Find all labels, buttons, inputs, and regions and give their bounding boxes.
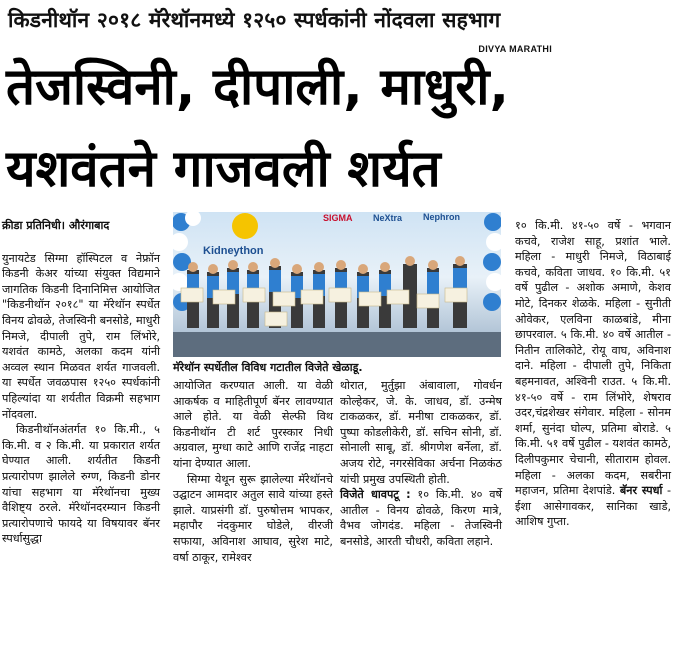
main-headline-line-1: तेजस्विनी, दीपाली, माधुरी,	[6, 58, 509, 117]
sponsor-nextra: NeXtra	[373, 213, 403, 223]
sponsor-nephron: Nephron	[423, 212, 460, 222]
banner-contest-label: बॅनर स्पर्धा	[619, 484, 663, 498]
paragraph-categories: किडनीथॉनअंतर्गत १० कि.मी., ५ कि.मी. व २ कि.मी. या प्रकारात शर्यत घेण्यात आली. शर्यतीत किडनी प्रत्यारोपण झालेले रुग्ण, किडनी डोनर यांचा सहभाग या मॅरेथॉनचा मुख्य वैशिष्ट्य ठरले. मॅरेथॉनदरम्यान किडनी प्रत्यारोपणाचे फायदे या विषयावर बॅनर स्पर्धासुद्धा	[2, 423, 160, 546]
paragraph-inauguration: सिग्मा येथून सुरू झालेल्या मॅरेथॉनचे उद्घाटन आमदार अतुल सावे यांच्या हस्ते झाले. याप्रसंगी डॉ. पुरुषोत्तम भापकर, महापौर नंदकुमार घोडेले, वीरजी सफाया, अविनाश आघाव, सुरेश माटे, वर्षा ठाकूर, रामेश्वर	[173, 472, 333, 564]
winners-photo	[173, 212, 501, 357]
winners-list-text: १० कि.मी. ४१-५० वर्षे - भगवान कचवे, राजेश साहू, प्रशांत भाले. महिला - माधुरी निमजे, विठाबाई कचवे, कविता जाधव. १० कि.मी. ५१ वर्षे पुढील - अशोक अमाणे, केशव मोटे, दिनकर शेळके. महिला - सुनीती ओवेकर, एलविना काळबांडे, मीना छापरवाल. ५ कि.मी. ४० वर्षे आतील - नितीन तालिकोटे, रोयू वाघ, अविनाश दाने. महिला - दीपाली तुपे, निकिता बहमनावत, अश्विनी राउत. ५ कि.मी. ४१-५० वर्षे - राम लिंभोरे, शेषराव उदर,चंद्रशेखर संगेवार. महिला - सोनम शर्मा, सुनंदा घोल्प, प्रतिमा बोराडे. ५ कि.मी. ५१ वर्षे पुढील - यशवंत कामठे, दिलीपकुमार चेचानी, सीताराम होवल. महिला - अलका कदम, सबरीना महाजन, प्रतिमा देशपांडे.	[515, 219, 671, 498]
paragraph-intro: युनायटेड सिग्मा हॉस्पिटल व नेफ्रॉन किडनी केअर यांच्या संयुक्त विद्यमाने जागतिक किडनी दिनानिमित्त आयोजित "किडनीथॉन २०१८" या मॅरेथॉन स्पर्धेत विनय ढोवळे, तेजस्विनी बनसोडे, माधुरी निमजे, दीपाली तुपे, राम लिंभोरे, यशवंत कामठे, अलका कदम यांनी अव्वल स्थान मिळवत शर्यत गाजवली. या स्पर्धेत जवळपास १२५० स्पर्धकांनी पहिल्यांदा या शर्यतीत विक्रमी सहभाग नोंदवला.	[2, 251, 160, 421]
paragraph-winners-list	[515, 218, 671, 530]
paragraph-winners	[340, 487, 502, 549]
paragraph-banner-contest: आयोजित करण्यात आली. या वेळी आकर्षक व माहितीपूर्ण बॅनर लावण्यात आले होते. या वेळी सेल्फी विथ किडनीथॉन टी शर्ट पुरस्कार निधी अग्रवाल, मुग्धा काटे आणि राजेंद्र नाहटा यांना देण्यात आला.	[173, 379, 333, 470]
winners-10km-under40: १० कि.मी. ४० वर्षे आतील - विनय ढोवळे, किरण मात्रे, वैभव जोगदंड. महिला - तेजस्विनी बनसोडे, आरती चौधरी, कविता लहाने.	[340, 488, 502, 548]
balloon-arch-right	[483, 213, 501, 311]
article-column-1	[2, 218, 160, 547]
mascot-kidney-icon	[232, 213, 258, 239]
dateline: क्रीडा प्रतिनिधी। औरंगाबाद	[2, 219, 110, 232]
winners-photo-illustration	[173, 212, 501, 357]
sponsor-sigma: SIGMA	[323, 213, 353, 223]
banner-contest-winners: - ईशा आसेगावकर, सानिका खाडे, आशिष गुप्ता.	[515, 484, 672, 529]
winners-group	[181, 256, 467, 328]
article-column-3	[340, 378, 502, 550]
newspaper-brand: DIVYA MARATHI	[478, 44, 552, 54]
paragraph-guests: थोरात, मुर्तुझा अंबावाला, गोवर्धन कोल्हेकर, जे. के. जाधव, डॉ. उन्मेष टाकळकर, डॉ. मनीषा टाकळकर, डॉ. पुष्पा कोडलीकेरी, डॉ. सचिन सोनी, डॉ. सोनाली साबू, डॉ. श्रीगणेश बर्नेला, डॉ. अजय रोटे, नगरसेविका अर्चना निळकंठ यांची प्रमुख उपस्थिती होती.	[340, 379, 502, 486]
kicker-headline: किडनीथॉन २०१८ मॅरेथॉनमध्ये १२५० स्पर्धकांनी नोंदवला सहभाग	[8, 8, 501, 32]
photo-caption: मॅरेथॉन स्पर्धेतील विविध गटातील विजेते खेळाडू.	[173, 361, 363, 374]
winners-label: विजेते धावपटू :	[340, 488, 411, 502]
article-column-2	[173, 378, 333, 565]
main-headline-line-2: यशवंतने गाजवली शर्यत	[6, 140, 441, 199]
article-column-4	[515, 218, 671, 530]
event-banner-kidneython: Kidneython	[203, 245, 264, 257]
